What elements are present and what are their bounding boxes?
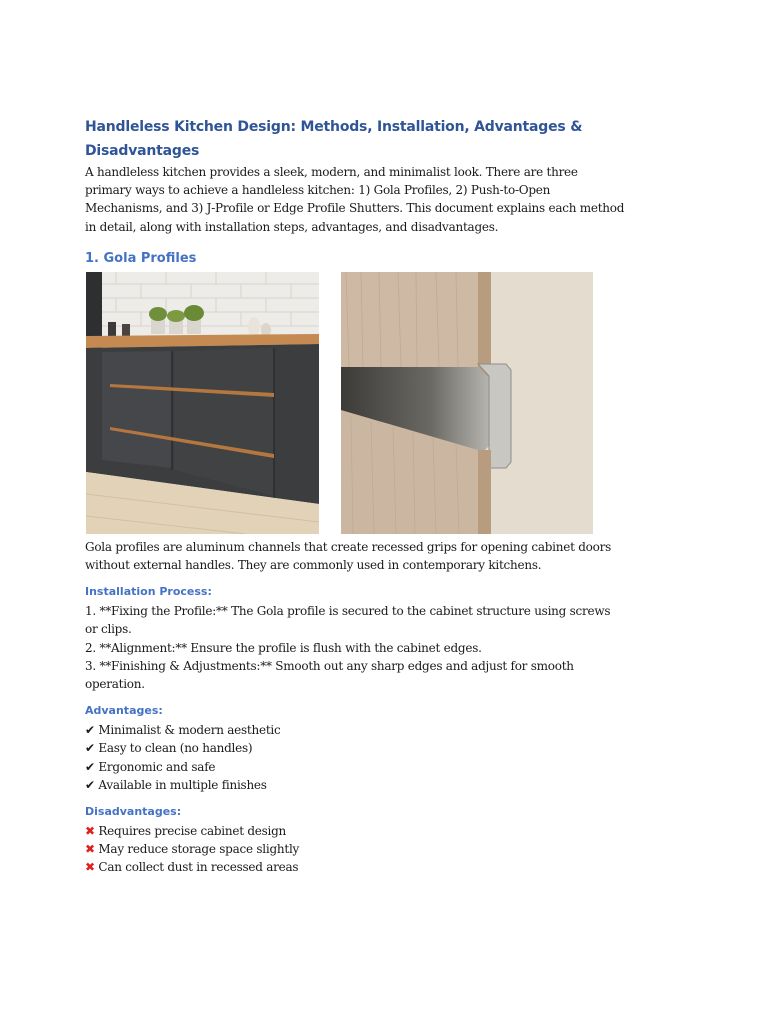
installation-step: 3. **Finishing & Adjustments:** Smooth out any sharp edges and adjust for smooth operation. bbox=[85, 658, 574, 692]
advantage-text: Available in multiple finishes bbox=[98, 777, 267, 792]
advantage-text: Easy to clean (no handles) bbox=[98, 741, 253, 756]
disadvantage-text: Can collect dust in recessed areas bbox=[98, 860, 299, 875]
document-title: Handleless Kitchen Design: Methods, Installation, Advantages & Disadvantages bbox=[85, 119, 583, 159]
cross-mark-icon: ✖ bbox=[85, 842, 95, 857]
disadvantage-item bbox=[85, 840, 625, 858]
gola-profile-closeup-image bbox=[341, 272, 593, 534]
advantages-list bbox=[85, 721, 625, 794]
installation-step: 2. **Alignment:** Ensure the profile is flush with the cabinet edges. bbox=[85, 640, 482, 655]
gola-description: Gola profiles are aluminum channels that create recessed grips for opening cabinet doors without external handles. They are commonly used in contemporary kitchens. bbox=[85, 539, 611, 573]
advantages-heading: Advantages: bbox=[85, 704, 163, 718]
installation-steps-list bbox=[85, 602, 625, 693]
disadvantage-text: Requires precise cabinet design bbox=[98, 824, 287, 839]
intro-paragraph: A handleless kitchen provides a sleek, modern, and minimalist look. There are three primary ways to achieve a handleless kitchen: 1) Gola Profiles, 2) Push-to-Open Mechanisms, and 3) J-Profile or Edge Profile Shutters. This document explains each method in detail, along with installation steps, advantages, and disadvantages. bbox=[85, 165, 625, 234]
cross-mark-icon: ✖ bbox=[85, 824, 95, 839]
advantage-item bbox=[85, 758, 625, 776]
installation-heading: Installation Process: bbox=[85, 585, 212, 599]
check-mark-icon: ✔ bbox=[85, 741, 95, 756]
advantage-text: Minimalist & modern aesthetic bbox=[98, 723, 281, 738]
disadvantages-heading: Disadvantages: bbox=[85, 805, 182, 819]
disadvantage-item bbox=[85, 858, 625, 876]
advantage-item bbox=[85, 721, 625, 739]
check-mark-icon: ✔ bbox=[85, 777, 95, 792]
image-row bbox=[85, 272, 625, 534]
disadvantage-text: May reduce storage space slightly bbox=[98, 842, 300, 857]
section-heading-gola: 1. Gola Profiles bbox=[85, 250, 197, 266]
installation-step: 1. **Fixing the Profile:** The Gola profile is secured to the cabinet structure using screws or clips. bbox=[85, 604, 611, 637]
disadvantage-item bbox=[85, 822, 625, 840]
document-page bbox=[85, 115, 625, 877]
advantage-item bbox=[85, 739, 625, 757]
check-mark-icon: ✔ bbox=[85, 759, 95, 774]
check-mark-icon: ✔ bbox=[85, 723, 95, 738]
advantage-text: Ergonomic and safe bbox=[98, 759, 216, 774]
disadvantages-list bbox=[85, 822, 625, 877]
advantage-item bbox=[85, 776, 625, 794]
kitchen-cabinets-image bbox=[86, 272, 319, 534]
cross-mark-icon: ✖ bbox=[85, 860, 95, 875]
